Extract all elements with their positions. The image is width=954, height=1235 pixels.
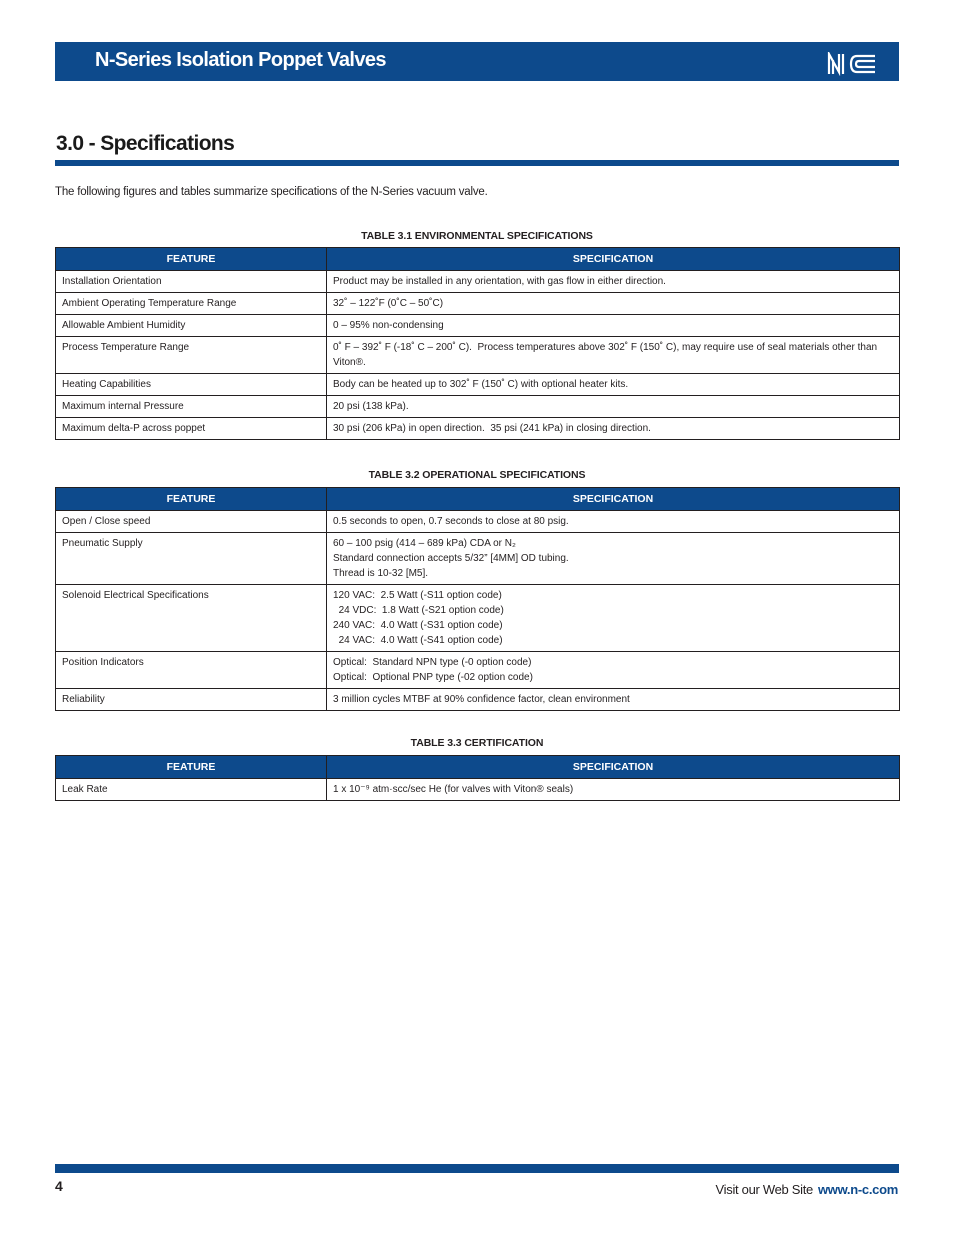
feature-cell: Reliability [56,689,327,711]
feature-cell: Process Temperature Range [56,337,327,374]
feature-column-header: FEATURE [56,488,327,511]
specification-cell [327,418,900,440]
specification-cell [327,396,900,418]
specification-line: 120 VAC: 2.5 Watt (-S11 option code) [333,590,502,601]
specification-line: 24 VDC: 1.8 Watt (-S21 option code) [333,605,504,616]
section-title: 3.0 - Specifications [56,132,235,155]
specification-line: 1 x 10⁻⁹ atm·scc/sec He (for valves with Viton® seals) [333,784,574,795]
specification-cell [327,779,900,801]
specification-column-header: SPECIFICATION [327,248,900,271]
feature-column-header: FEATURE [56,756,327,779]
specification-cell [327,652,900,689]
table-row [56,511,900,533]
table-row [56,396,900,418]
specification-cell [327,533,900,585]
specification-cell [327,271,900,293]
specification-line: Optical: Optional PNP type (-02 option code) [333,672,533,683]
table-caption-environmental: TABLE 3.1 ENVIRONMENTAL SPECIFICATIONS [361,230,593,242]
specification-cell [327,689,900,711]
table-caption-certification: TABLE 3.3 CERTIFICATION [410,737,544,749]
specification-line: 0.5 seconds to open, 0.7 seconds to close at 80 psig. [333,516,569,527]
specification-line: Standard connection accepts 5/32” [4MM] OD tubing. [333,553,569,564]
footer-divider [55,1164,899,1173]
specification-cell [327,293,900,315]
feature-cell: Maximum internal Pressure [56,396,327,418]
certification-spec-table [55,755,900,801]
specification-cell [327,315,900,337]
specification-line: Thread is 10-32 [M5]. [333,568,429,579]
table-row [56,337,900,374]
website-link[interactable]: www.n-c.com [817,1182,898,1197]
feature-cell: Ambient Operating Temperature Range [56,293,327,315]
specification-line: 20 psi (138 kPa). [333,401,409,412]
specification-line: Optical: Standard NPN type (-0 option code) [333,657,532,668]
table-row [56,271,900,293]
header-bar [55,42,899,81]
feature-cell: Heating Capabilities [56,374,327,396]
visit-label: Visit our Web Site [715,1182,813,1197]
specification-line: 0˚ F – 392˚ F (-18˚ C – 200˚ C). Process temperatures above 302˚ F (150˚ C), may require use of seal materials other than Viton®. [333,342,880,368]
specification-line: 32˚ – 122˚F (0˚C – 50˚C) [333,298,444,309]
table-row [56,652,900,689]
specification-line: 24 VAC: 4.0 Watt (-S41 option code) [333,635,503,646]
specification-line: 3 million cycles MTBF at 90% confidence factor, clean environment [333,694,630,705]
table-row [56,315,900,337]
feature-cell: Leak Rate [56,779,327,801]
table-row [56,533,900,585]
feature-cell: Pneumatic Supply [56,533,327,585]
table-row [56,689,900,711]
environmental-spec-table [55,247,900,440]
table-row [56,293,900,315]
intro-paragraph: The following figures and tables summarize specifications of the N-Series vacuum valve. [55,186,488,198]
feature-column-header: FEATURE [56,248,327,271]
specification-line: 240 VAC: 4.0 Watt (-S31 option code) [333,620,503,631]
specification-column-header: SPECIFICATION [327,488,900,511]
table-row [56,585,900,652]
operational-spec-table [55,487,900,711]
specification-cell [327,511,900,533]
specification-column-header: SPECIFICATION [327,756,900,779]
specification-line: 60 – 100 psig (414 – 689 kPa) CDA or N₂ [333,538,516,549]
specification-cell [327,374,900,396]
table-row [56,374,900,396]
nc-logo [827,52,879,76]
specification-line: 0 – 95% non-condensing [333,320,444,331]
table-caption-operational: TABLE 3.2 OPERATIONAL SPECIFICATIONS [368,469,586,481]
feature-cell: Installation Orientation [56,271,327,293]
specification-cell [327,585,900,652]
section-divider [55,160,899,166]
feature-cell: Allowable Ambient Humidity [56,315,327,337]
specification-cell [327,337,900,374]
footer-website [716,1182,898,1197]
page-number: 4 [55,1178,63,1194]
feature-cell: Open / Close speed [56,511,327,533]
document-title: N-Series Isolation Poppet Valves [95,49,386,71]
feature-cell: Maximum delta-P across poppet [56,418,327,440]
feature-cell: Solenoid Electrical Specifications [56,585,327,652]
specification-line: 30 psi (206 kPa) in open direction. 35 psi (241 kPa) in closing direction. [333,423,651,434]
table-row [56,779,900,801]
feature-cell: Position Indicators [56,652,327,689]
specification-line: Body can be heated up to 302˚ F (150˚ C) with optional heater kits. [333,379,629,390]
specification-line: Product may be installed in any orientation, with gas flow in either direction. [333,276,666,287]
table-row [56,418,900,440]
